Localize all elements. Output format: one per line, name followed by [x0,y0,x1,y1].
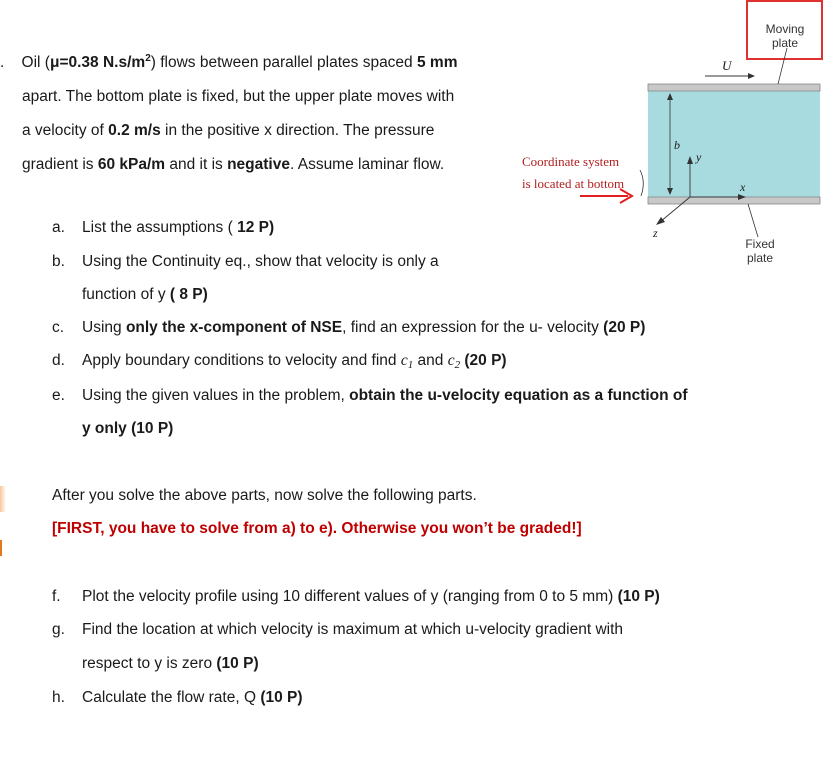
after-instructions: After you solve the above parts, now solve the following parts. [52,487,477,504]
question-d: d. Apply boundary conditions to velocity and find $c_1$ and $c_2$ (20 P) [52,352,507,371]
y-axis-label: y [696,150,702,164]
plate-velocity: 0.2 m/s [108,122,161,140]
question-g: g. Find the location at which velocity is maximum at which u-velocity gradient with respect to y is zero (10 P) [52,621,624,672]
problem-line-1: . Oil (μ=0.38 $N.s/m^2$) flows between parallel plates spaced 5 mm [0,53,458,72]
problem-number: . [0,54,5,72]
problem-line-4: gradient is 60 kPa/m and it is negative. Assume laminar flow. [22,156,445,174]
velocity-U-label: U [722,58,732,73]
question-f: f. Plot the velocity profile using 10 different values of y (ranging from 0 to 5 mm) (10 P) [52,588,660,605]
fixed-plate-label: Fixed plate [745,237,775,265]
question-c: c. Using only the x-component of NSE, find an expression for the u- velocity (20 P) [52,319,646,336]
problem-line-2: apart. The bottom plate is fixed, but the upper plate moves with [22,88,455,106]
coordinate-note-line1: Coordinate system [522,154,620,169]
fixed-plate-leader [748,204,758,237]
grading-warning: [FIRST, you have to solve from a) to e). Otherwise you won’t be graded!] [52,520,582,537]
coordinate-note-line2: is located at bottom [522,176,625,191]
question-h: h. Calculate the flow rate, Q (10 P) [52,689,303,706]
pressure-gradient: 60 kPa/m [97,156,166,174]
velocity-arrow-head [748,73,755,79]
left-edge-mark [0,486,6,512]
question-a: a. List the assumptions ( 12 P) [52,219,275,236]
spacing-b-label: b [674,138,680,152]
negative-word: negative [227,156,290,174]
viscosity-value: μ=0.38 $N.s/m^2$ [49,53,151,72]
z-axis-label: z [653,226,658,240]
question-b: b. Using the Continuity eq., show that velocity is only a function of y ( 8 P) [52,253,439,303]
question-e: e. Using the given values in the problem, obtain the u-velocity equation as a function of y only (10 P) [52,387,688,437]
moving-plate [648,84,820,91]
fixed-plate [648,197,820,204]
problem-line-3: a velocity of 0.2 m/s in the positive x direction. The pressure [22,122,435,140]
left-edge-mark-2 [0,540,7,556]
x-axis-label: x [740,180,746,194]
moving-plate-label: Moving plate [765,22,805,50]
problem-statement [0,42,500,182]
plate-spacing: 5 mm [416,54,458,72]
